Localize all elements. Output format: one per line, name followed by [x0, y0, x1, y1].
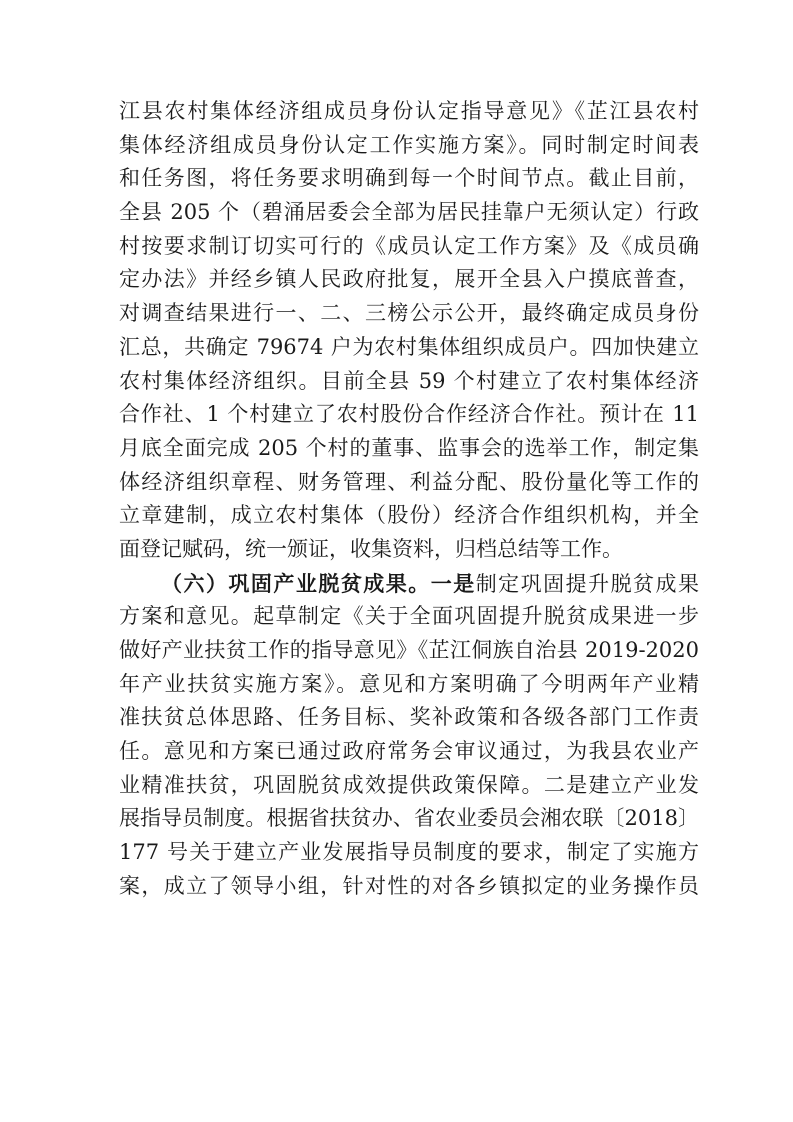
paragraph-line: 177 号关于建立产业发展指导员制度的要求，制定了实施方	[119, 840, 699, 865]
paragraph-line: 准扶贫总体思路、任务目标、奖补政策和各级各部门工作责	[119, 705, 699, 730]
section-first-line	[119, 567, 699, 601]
paragraph-line: 定办法》并经乡镇人民政府批复，展开全县入户摸底普查，	[119, 267, 699, 292]
body-text	[119, 95, 699, 904]
section-heading: （六）巩固产业脱贫成果。一是	[161, 570, 476, 596]
paragraph-line: 展指导员制度。根据省扶贫办、省农业委员会湘农联〔2018〕	[119, 806, 699, 831]
paragraph-line: 年产业扶贫实施方案》。意见和方案明确了今明两年产业精	[119, 671, 699, 696]
paragraph-line: 月底全面完成 205 个村的董事、监事会的选举工作，制定集	[119, 435, 699, 460]
paragraph-line: 和任务图，将任务要求明确到每一个时间节点。截止目前，	[119, 166, 699, 191]
paragraph-line: 江县农村集体经济组成员身份认定指导意见》《芷江县农村	[119, 99, 699, 123]
paragraph-line: 做好产业扶贫工作的指导意见》《芷江侗族自治县 2019-2020	[119, 638, 699, 662]
paragraph-line: 方案和意见。起草制定《关于全面巩固提升脱贫成果进一步	[119, 604, 699, 629]
paragraph-line: 村按要求制订切实可行的《成员认定工作方案》及《成员确	[119, 233, 699, 258]
paragraph-line: 案，成立了领导小组，针对性的对各乡镇拟定的业务操作员	[119, 873, 699, 898]
paragraph-line: 合作社、1 个村建立了农村股份合作经济合作社。预计在 11	[119, 402, 699, 427]
paragraph-line: 面登记赋码，统一颁证，收集资料，归档总结等工作。	[119, 536, 623, 561]
paragraph-line: 业精准扶贫，巩固脱贫成效提供政策保障。二是建立产业发	[119, 772, 699, 797]
paragraph-line: 集体经济组成员身份认定工作实施方案》。同时制定时间表	[119, 132, 699, 157]
paragraph-line: 农村集体经济组织。目前全县 59 个村建立了农村集体经济	[119, 368, 699, 393]
paragraph-line: 任。意见和方案已通过政府常务会审议通过，为我县农业产	[119, 739, 699, 764]
paragraph-line: 对调查结果进行一、二、三榜公示公开，最终确定成员身份	[119, 301, 699, 326]
section-first-line-text: 制定巩固提升脱贫成果	[475, 571, 699, 596]
paragraph-line: 立章建制，成立农村集体（股份）经济合作组织机构，并全	[119, 503, 699, 528]
paragraph-line: 体经济组织章程、财务管理、利益分配、股份量化等工作的	[119, 469, 699, 494]
paragraph-line: 全县 205 个（碧涌居委会全部为居民挂靠户无须认定）行政	[119, 200, 699, 225]
paragraph-line: 汇总，共确定 79674 户为农村集体组织成员户。四加快建立	[119, 334, 699, 359]
